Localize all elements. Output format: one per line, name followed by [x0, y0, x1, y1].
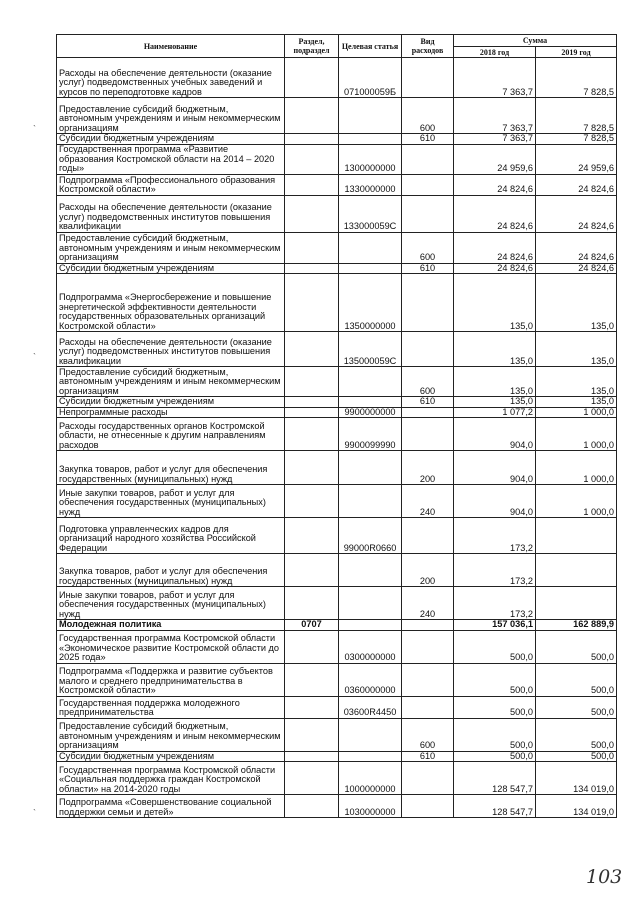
row-type: 610 — [402, 134, 454, 145]
row-name: Расходы на обеспечение деятельности (оказание услуг) подведомственных институтов повышения квалификации — [57, 195, 285, 232]
row-section — [285, 274, 339, 332]
row-target — [339, 263, 402, 274]
row-section — [285, 762, 339, 795]
row-target — [339, 751, 402, 762]
row-sum-2019: 134 019,0 — [536, 795, 617, 818]
row-sum-2018: 24 824,6 — [454, 263, 536, 274]
row-section — [285, 418, 339, 451]
row-sum-2019: 24 824,6 — [536, 174, 617, 195]
row-type: 600 — [402, 718, 454, 751]
row-section — [285, 195, 339, 232]
row-sum-2018: 904,0 — [454, 418, 536, 451]
row-section — [285, 718, 339, 751]
header-sum: Сумма — [454, 35, 617, 47]
row-type — [402, 195, 454, 232]
margin-mark: ` — [33, 352, 36, 362]
table-row — [57, 367, 617, 397]
table-body — [57, 58, 617, 818]
row-sum-2018: 135,0 — [454, 397, 536, 408]
row-type: 600 — [402, 367, 454, 397]
table-row — [57, 332, 617, 367]
row-sum-2018: 24 959,6 — [454, 144, 536, 174]
row-type — [402, 696, 454, 718]
row-sum-2018: 500,0 — [454, 696, 536, 718]
table-row — [57, 762, 617, 795]
table-row — [57, 274, 617, 332]
row-name: Иные закупки товаров, работ и услуг для обеспечения государственных (муниципальных) нужд — [57, 485, 285, 518]
row-name: Подготовка управленческих кадров для организаций народного хозяйства Российской Федерации — [57, 518, 285, 554]
row-target — [339, 98, 402, 134]
row-target — [339, 485, 402, 518]
row-name: Расходы государственных органов Костромской области, не отнесенные к другим направлениям расходов — [57, 418, 285, 451]
row-type — [402, 418, 454, 451]
row-target: 99000R0660 — [339, 518, 402, 554]
table-row — [57, 663, 617, 696]
row-target: 071000059Б — [339, 58, 402, 98]
header-target: Целевая статья — [339, 35, 402, 58]
row-section — [285, 367, 339, 397]
table-row — [57, 587, 617, 620]
row-section — [285, 332, 339, 367]
table-row — [57, 195, 617, 232]
row-name: Предоставление субсидий бюджетным, автономным учреждениям и иным некоммерческим организациям — [57, 232, 285, 263]
row-type: 610 — [402, 263, 454, 274]
row-name: Подпрограмма «Профессионального образования Костромской области» — [57, 174, 285, 195]
row-sum-2018: 904,0 — [454, 485, 536, 518]
row-type — [402, 144, 454, 174]
budget-table — [56, 34, 617, 818]
row-name: Предоставление субсидий бюджетным, автономным учреждениям и иным некоммерческим организациям — [57, 98, 285, 134]
row-sum-2019: 24 824,6 — [536, 195, 617, 232]
table-row — [57, 144, 617, 174]
row-sum-2018: 135,0 — [454, 274, 536, 332]
row-sum-2018: 135,0 — [454, 367, 536, 397]
header-name: Наименование — [57, 35, 285, 58]
row-sum-2018: 128 547,7 — [454, 762, 536, 795]
row-sum-2019: 1 000,0 — [536, 407, 617, 418]
row-sum-2018: 173,2 — [454, 518, 536, 554]
row-section — [285, 587, 339, 620]
row-section — [285, 554, 339, 587]
table-row — [57, 174, 617, 195]
row-target — [339, 620, 402, 631]
header-type: Вид расходов — [402, 35, 454, 58]
row-type — [402, 762, 454, 795]
table-row — [57, 134, 617, 145]
row-name: Закупка товаров, работ и услуг для обеспечения государственных (муниципальных) нужд — [57, 554, 285, 587]
row-section — [285, 134, 339, 145]
row-sum-2019: 24 824,6 — [536, 232, 617, 263]
row-target: 0300000000 — [339, 630, 402, 663]
page-number: 103 — [586, 866, 623, 888]
row-target — [339, 367, 402, 397]
row-type: 610 — [402, 751, 454, 762]
row-section — [285, 263, 339, 274]
header-year-2018: 2018 год — [454, 47, 536, 58]
row-target: 1300000000 — [339, 144, 402, 174]
row-type: 200 — [402, 554, 454, 587]
table-row — [57, 232, 617, 263]
row-name: Расходы на обеспечение деятельности (оказание услуг) подведомственных учебных заведений и курсов по переподготовке кадров — [57, 58, 285, 98]
row-sum-2019: 7 828,5 — [536, 98, 617, 134]
row-type — [402, 620, 454, 631]
row-name: Предоставление субсидий бюджетным, автономным учреждениям и иным некоммерческим организациям — [57, 718, 285, 751]
row-target: 1350000000 — [339, 274, 402, 332]
row-sum-2019: 1 000,0 — [536, 451, 617, 485]
row-sum-2019: 24 824,6 — [536, 263, 617, 274]
row-section — [285, 751, 339, 762]
row-sum-2018: 173,2 — [454, 587, 536, 620]
table-row — [57, 418, 617, 451]
table-row — [57, 630, 617, 663]
table-row — [57, 795, 617, 818]
row-sum-2018: 7 363,7 — [454, 134, 536, 145]
row-target — [339, 587, 402, 620]
row-name: Субсидии бюджетным учреждениям — [57, 263, 285, 274]
row-target: 1030000000 — [339, 795, 402, 818]
row-sum-2018: 128 547,7 — [454, 795, 536, 818]
row-type — [402, 174, 454, 195]
row-name: Субсидии бюджетным учреждениям — [57, 751, 285, 762]
row-sum-2019: 7 828,5 — [536, 134, 617, 145]
row-section — [285, 144, 339, 174]
row-sum-2018: 904,0 — [454, 451, 536, 485]
row-type: 240 — [402, 485, 454, 518]
row-target: 0360000000 — [339, 663, 402, 696]
row-name: Субсидии бюджетным учреждениям — [57, 397, 285, 408]
row-section: 0707 — [285, 620, 339, 631]
row-section — [285, 174, 339, 195]
row-target: 133000059С — [339, 195, 402, 232]
row-name: Расходы на обеспечение деятельности (оказание услуг) подведомственных институтов повышения квалификации — [57, 332, 285, 367]
row-sum-2018: 24 824,6 — [454, 232, 536, 263]
table-row — [57, 751, 617, 762]
margin-mark: ` — [33, 124, 36, 134]
row-sum-2018: 24 824,6 — [454, 195, 536, 232]
header-section: Раздел, подраздел — [285, 35, 339, 58]
row-type — [402, 332, 454, 367]
table-row — [57, 718, 617, 751]
table-row — [57, 485, 617, 518]
row-target — [339, 451, 402, 485]
row-sum-2019: 500,0 — [536, 630, 617, 663]
row-sum-2019: 24 959,6 — [536, 144, 617, 174]
row-type: 610 — [402, 397, 454, 408]
row-type — [402, 518, 454, 554]
row-name: Предоставление субсидий бюджетным, автономным учреждениям и иным некоммерческим организациям — [57, 367, 285, 397]
row-target: 1000000000 — [339, 762, 402, 795]
row-target: 9900099990 — [339, 418, 402, 451]
row-section — [285, 232, 339, 263]
row-sum-2019 — [536, 518, 617, 554]
row-type — [402, 630, 454, 663]
row-type: 200 — [402, 451, 454, 485]
row-sum-2019: 135,0 — [536, 397, 617, 408]
row-target — [339, 134, 402, 145]
row-sum-2019: 500,0 — [536, 718, 617, 751]
row-sum-2019: 135,0 — [536, 332, 617, 367]
row-section — [285, 397, 339, 408]
table-row — [57, 554, 617, 587]
row-name: Иные закупки товаров, работ и услуг для обеспечения государственных (муниципальных) нужд — [57, 587, 285, 620]
row-sum-2019: 500,0 — [536, 751, 617, 762]
row-name: Молодежная политика — [57, 620, 285, 631]
table-row — [57, 98, 617, 134]
row-target — [339, 718, 402, 751]
row-name: Непрограммные расходы — [57, 407, 285, 418]
row-section — [285, 696, 339, 718]
row-target: 03600R4450 — [339, 696, 402, 718]
row-section — [285, 795, 339, 818]
row-sum-2019 — [536, 554, 617, 587]
table-row — [57, 58, 617, 98]
row-type: 600 — [402, 232, 454, 263]
row-target: 135000059С — [339, 332, 402, 367]
table-row — [57, 263, 617, 274]
row-name: Подпрограмма «Совершенствование социальной поддержки семьи и детей» — [57, 795, 285, 818]
row-sum-2018: 173,2 — [454, 554, 536, 587]
header-year-2019: 2019 год — [536, 47, 617, 58]
row-sum-2018: 24 824,6 — [454, 174, 536, 195]
row-sum-2019: 162 889,9 — [536, 620, 617, 631]
row-sum-2018: 157 036,1 — [454, 620, 536, 631]
row-sum-2019 — [536, 587, 617, 620]
row-type — [402, 795, 454, 818]
row-sum-2019: 1 000,0 — [536, 485, 617, 518]
row-type: 240 — [402, 587, 454, 620]
row-sum-2018: 500,0 — [454, 718, 536, 751]
row-sum-2019: 135,0 — [536, 367, 617, 397]
table-row — [57, 451, 617, 485]
row-name: Государственная программа Костромской области «Экономическое развитие Костромской области до 2025 года» — [57, 630, 285, 663]
row-sum-2019: 134 019,0 — [536, 762, 617, 795]
row-type — [402, 274, 454, 332]
row-section — [285, 58, 339, 98]
row-type — [402, 407, 454, 418]
row-sum-2019: 500,0 — [536, 696, 617, 718]
row-sum-2018: 500,0 — [454, 663, 536, 696]
row-sum-2018: 7 363,7 — [454, 98, 536, 134]
row-target: 9900000000 — [339, 407, 402, 418]
row-sum-2018: 500,0 — [454, 751, 536, 762]
row-name: Субсидии бюджетным учреждениям — [57, 134, 285, 145]
row-name: Государственная программа Костромской области «Социальная поддержка граждан Костромской области» на 2014-2020 годы — [57, 762, 285, 795]
row-sum-2018: 1 077,2 — [454, 407, 536, 418]
row-target — [339, 554, 402, 587]
row-section — [285, 663, 339, 696]
row-type — [402, 58, 454, 98]
row-section — [285, 451, 339, 485]
row-name: Подпрограмма «Энергосбережение и повышение энергетической эффективности деятельности государственных образовательных организаций Костромской области» — [57, 274, 285, 332]
row-section — [285, 630, 339, 663]
margin-mark: ` — [33, 808, 36, 818]
row-name: Закупка товаров, работ и услуг для обеспечения государственных (муниципальных) нужд — [57, 451, 285, 485]
row-section — [285, 485, 339, 518]
row-sum-2018: 500,0 — [454, 630, 536, 663]
row-sum-2019: 500,0 — [536, 663, 617, 696]
row-sum-2019: 135,0 — [536, 274, 617, 332]
row-type: 600 — [402, 98, 454, 134]
row-sum-2019: 1 000,0 — [536, 418, 617, 451]
table-row — [57, 620, 617, 631]
table-row — [57, 397, 617, 408]
row-name: Подпрограмма «Поддержка и развитие субъектов малого и среднего предпринимательства в Костромской области» — [57, 663, 285, 696]
row-sum-2019: 7 828,5 — [536, 58, 617, 98]
row-section — [285, 98, 339, 134]
row-sum-2018: 7 363,7 — [454, 58, 536, 98]
table-row — [57, 518, 617, 554]
table-row — [57, 407, 617, 418]
row-type — [402, 663, 454, 696]
row-name: Государственная поддержка молодежного предпринимательства — [57, 696, 285, 718]
row-section — [285, 518, 339, 554]
row-name: Государственная программа «Развитие образования Костромской области на 2014 – 2020 годы» — [57, 144, 285, 174]
row-target: 1330000000 — [339, 174, 402, 195]
row-target — [339, 232, 402, 263]
row-section — [285, 407, 339, 418]
row-sum-2018: 135,0 — [454, 332, 536, 367]
table-row — [57, 696, 617, 718]
row-target — [339, 397, 402, 408]
